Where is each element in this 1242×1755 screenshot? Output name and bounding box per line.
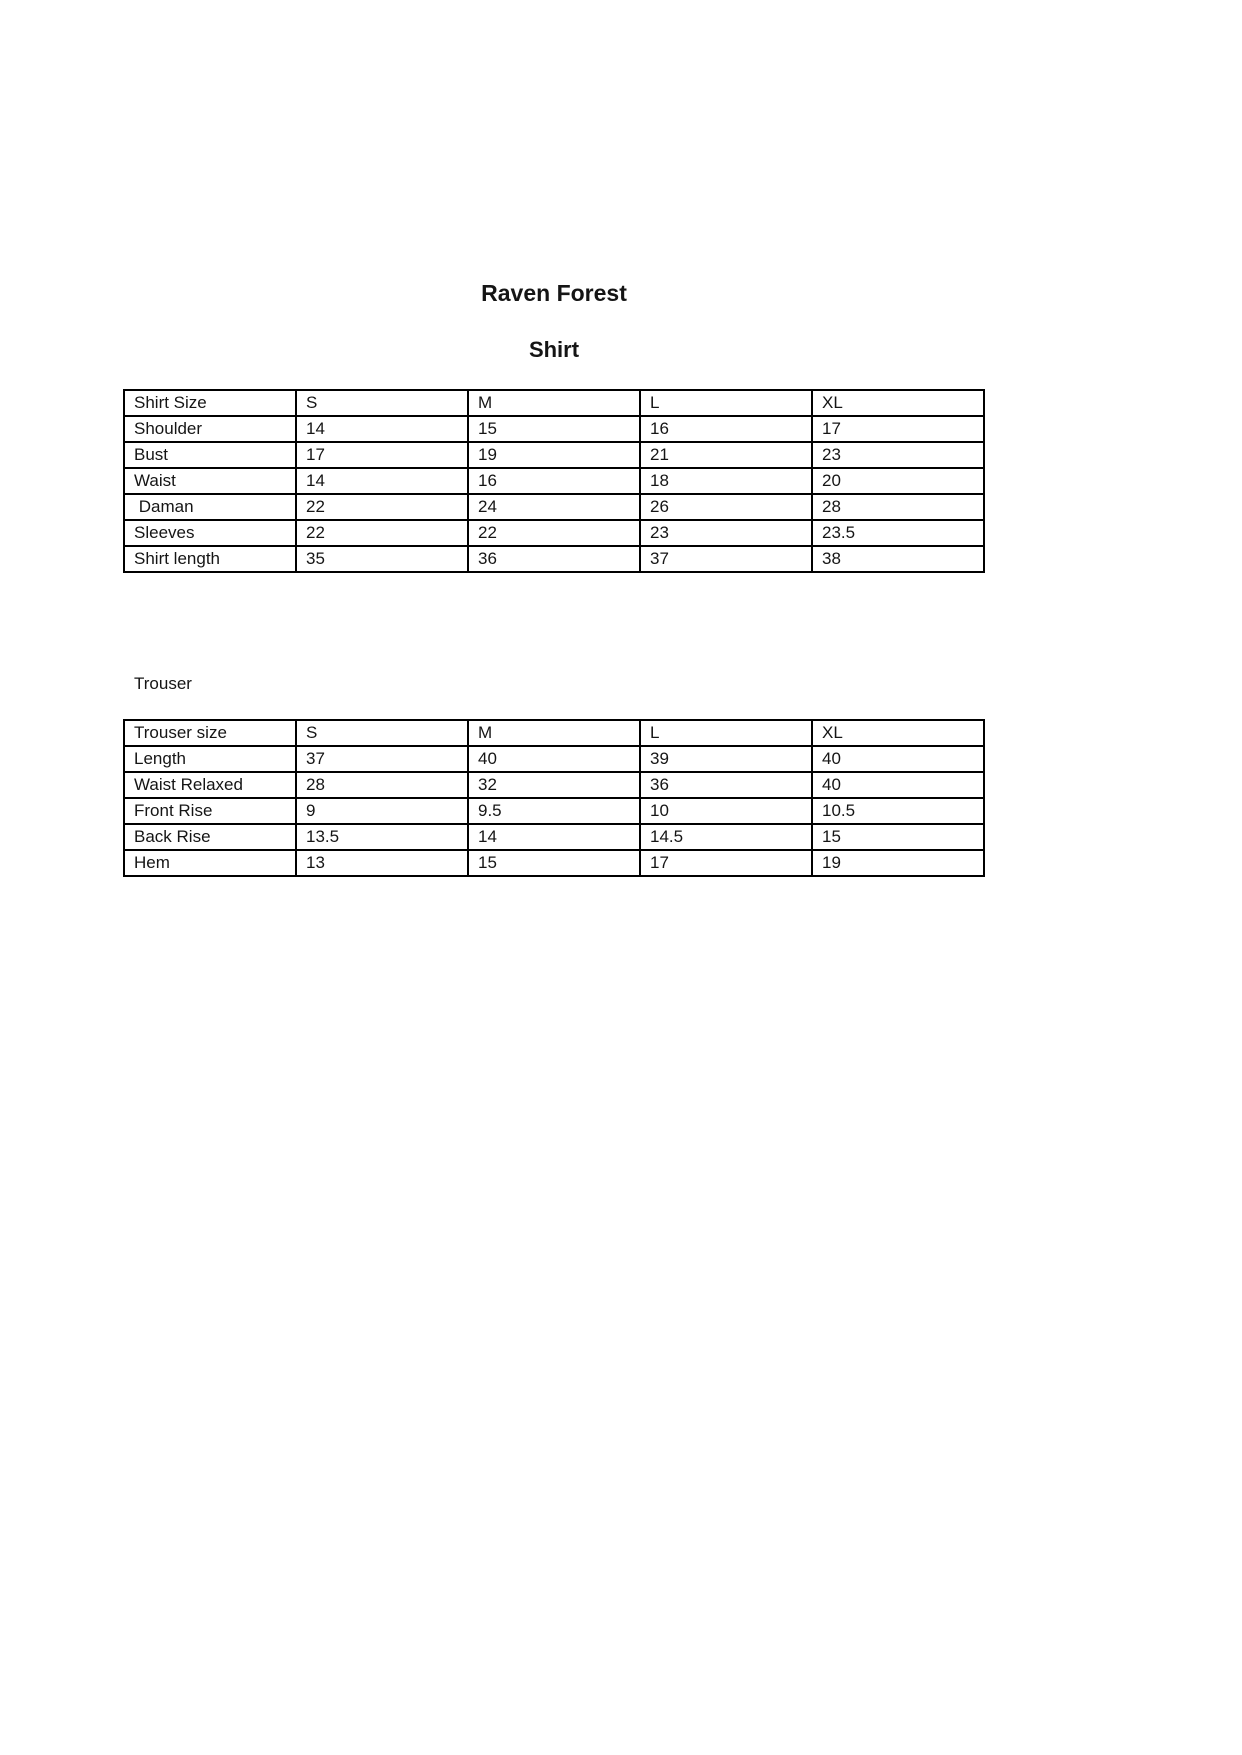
table-cell: 13.5 — [296, 824, 468, 850]
table-row — [124, 546, 984, 572]
table-cell: Waist — [124, 468, 296, 494]
document-title: Raven Forest — [481, 280, 627, 306]
table-cell: 21 — [640, 442, 812, 468]
table-cell: 24 — [468, 494, 640, 520]
table-header-cell: XL — [812, 720, 984, 746]
table-cell: 18 — [640, 468, 812, 494]
table-header-cell: M — [468, 720, 640, 746]
table-header-cell: Trouser size — [124, 720, 296, 746]
table-header-cell: L — [640, 390, 812, 416]
table-cell: 16 — [468, 468, 640, 494]
table-row — [124, 520, 984, 546]
table-cell: 14 — [296, 416, 468, 442]
table-cell: 15 — [468, 416, 640, 442]
table-cell: 28 — [812, 494, 984, 520]
table-header-row — [124, 720, 984, 746]
table-cell: Waist Relaxed — [124, 772, 296, 798]
shirt-size-table — [123, 389, 985, 573]
table-row — [124, 850, 984, 876]
table-cell: 15 — [812, 824, 984, 850]
table-cell: Bust — [124, 442, 296, 468]
table-header-cell: M — [468, 390, 640, 416]
table-cell: Sleeves — [124, 520, 296, 546]
table-header-cell: S — [296, 390, 468, 416]
table-cell: 23 — [812, 442, 984, 468]
table-cell: 23 — [640, 520, 812, 546]
table-cell: Hem — [124, 850, 296, 876]
table-row — [124, 442, 984, 468]
table-cell: 13 — [296, 850, 468, 876]
table-row — [124, 772, 984, 798]
table-cell: 14 — [296, 468, 468, 494]
table-cell: 22 — [296, 520, 468, 546]
table-cell: 19 — [812, 850, 984, 876]
trouser-section-label: Trouser — [134, 674, 192, 693]
table-cell: 16 — [640, 416, 812, 442]
table-header-cell: S — [296, 720, 468, 746]
table-cell: 14 — [468, 824, 640, 850]
table-cell: 17 — [640, 850, 812, 876]
table-cell: 39 — [640, 746, 812, 772]
table-cell: 20 — [812, 468, 984, 494]
table-cell: 40 — [812, 746, 984, 772]
table-cell: 10.5 — [812, 798, 984, 824]
table-cell: 17 — [812, 416, 984, 442]
table-cell: 22 — [468, 520, 640, 546]
table-header-cell: XL — [812, 390, 984, 416]
table-row — [124, 824, 984, 850]
table-cell: 36 — [640, 772, 812, 798]
table-cell: 37 — [640, 546, 812, 572]
table-cell: 36 — [468, 546, 640, 572]
table-cell: 14.5 — [640, 824, 812, 850]
table-cell: 32 — [468, 772, 640, 798]
table-row — [124, 416, 984, 442]
table-header-cell: L — [640, 720, 812, 746]
table-cell: 40 — [812, 772, 984, 798]
table-cell: 15 — [468, 850, 640, 876]
table-header-row — [124, 390, 984, 416]
table-cell: 19 — [468, 442, 640, 468]
table-cell: 17 — [296, 442, 468, 468]
table-row — [124, 468, 984, 494]
table-cell: 37 — [296, 746, 468, 772]
table-cell: 38 — [812, 546, 984, 572]
table-row — [124, 494, 984, 520]
table-cell: 28 — [296, 772, 468, 798]
table-cell: 35 — [296, 546, 468, 572]
shirt-section-title: Shirt — [528, 337, 580, 362]
table-header-cell: Shirt Size — [124, 390, 296, 416]
table-cell: 9.5 — [468, 798, 640, 824]
table-cell: 22 — [296, 494, 468, 520]
table-cell: Shoulder — [124, 416, 296, 442]
table-cell: 9 — [296, 798, 468, 824]
trouser-size-table — [123, 719, 985, 877]
table-cell: Front Rise — [124, 798, 296, 824]
table-cell: Shirt length — [124, 546, 296, 572]
document-content — [123, 0, 985, 877]
table-cell: Daman — [124, 494, 296, 520]
table-cell: Length — [124, 746, 296, 772]
table-row — [124, 746, 984, 772]
table-cell: 40 — [468, 746, 640, 772]
table-row — [124, 798, 984, 824]
table-cell: 26 — [640, 494, 812, 520]
table-cell: 23.5 — [812, 520, 984, 546]
table-cell: 10 — [640, 798, 812, 824]
table-cell: Back Rise — [124, 824, 296, 850]
